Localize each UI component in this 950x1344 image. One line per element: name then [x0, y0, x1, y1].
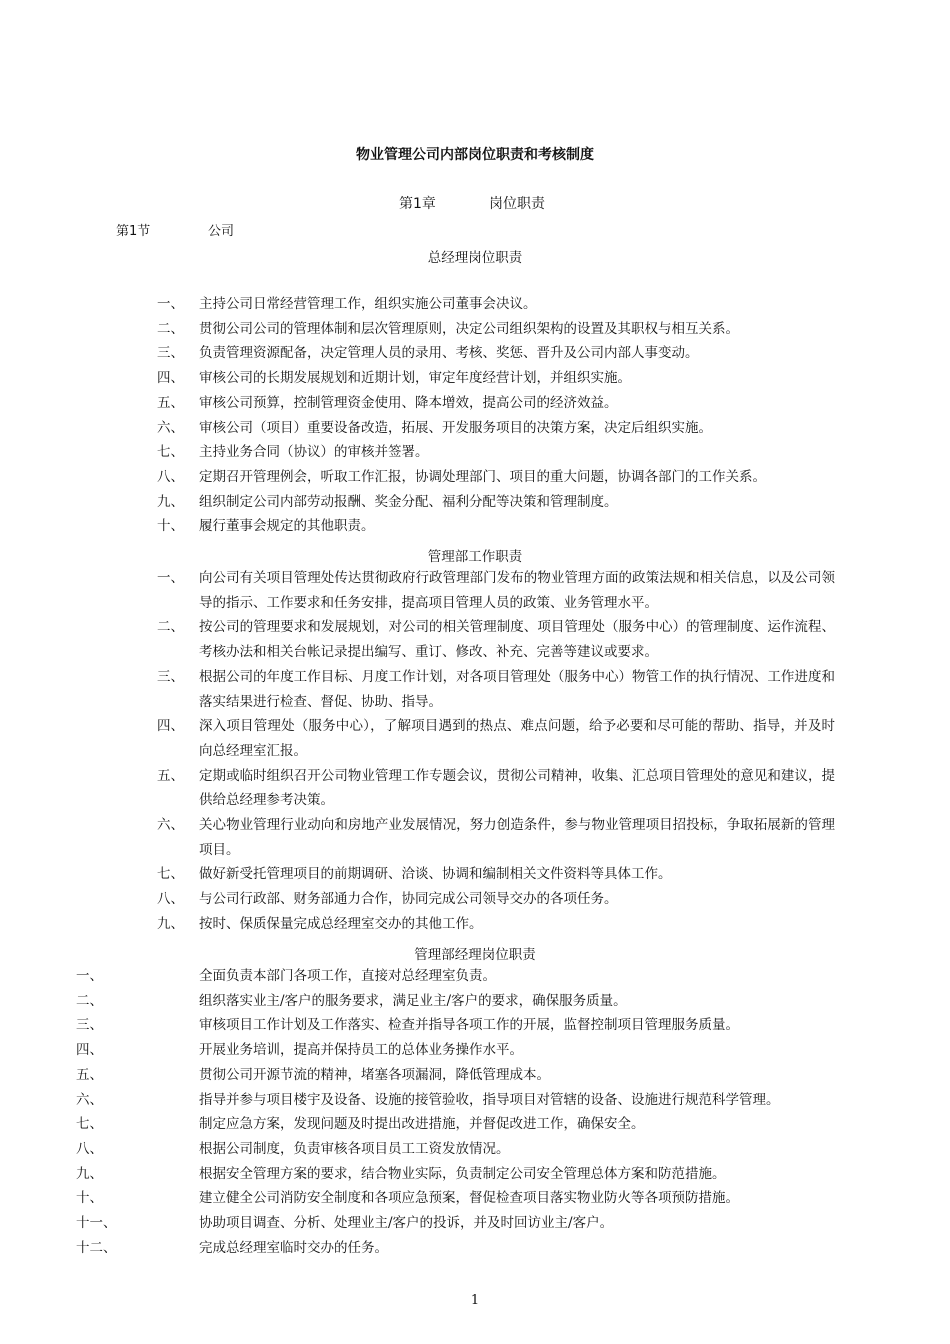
item-index: 四、	[157, 370, 184, 387]
item-text: 定期或临时组织召开公司物业管理工作专题会议，贯彻公司精神，收集、汇总项目管理处的意见和建议，提供给总经理参考决策。	[199, 767, 835, 809]
item-text: 按公司的管理要求和发展规划，对公司的相关管理制度、项目管理处（服务中心）的管理制度、运作流程、考核办法和相关台帐记录提出编写、重订、修改、补充、完善等建议或要求。	[199, 619, 835, 661]
section-name: 公司	[208, 224, 235, 239]
list-item	[0, 813, 950, 862]
item-index: 五、	[157, 767, 184, 784]
item-text: 做好新受托管理项目的前期调研、洽谈、协调和编制相关文件资料等具体工作。	[199, 866, 672, 883]
list-item	[0, 1236, 950, 1261]
list-item	[0, 465, 950, 490]
list-item	[0, 366, 950, 391]
section-number: 第1节	[116, 224, 151, 239]
item-text: 履行董事会规定的其他职责。	[199, 518, 375, 535]
item-text: 审核公司预算，控制管理资金使用、降本增效，提高公司的经济效益。	[199, 394, 618, 411]
list-item	[0, 887, 950, 912]
item-index: 八、	[76, 1140, 103, 1157]
list-mgmt-dept-duties	[0, 566, 950, 937]
item-text: 制定应急方案，发现问题及时提出改进措施，并督促改进工作，确保安全。	[199, 1116, 645, 1133]
item-index: 九、	[76, 1165, 103, 1182]
item-index: 一、	[157, 296, 184, 312]
item-text: 组织制定公司内部劳动报酬、奖金分配、福利分配等决策和管理制度。	[199, 493, 618, 510]
list-item	[0, 1013, 950, 1038]
item-text: 主持公司日常经营管理工作，组织实施公司董事会决议。	[199, 296, 537, 312]
item-text: 全面负责本部门各项工作，直接对总经理室负责。	[199, 968, 496, 984]
item-index: 十、	[157, 518, 184, 535]
list-item	[0, 1063, 950, 1088]
chapter-heading	[399, 193, 545, 213]
chapter-name: 岗位职责	[489, 196, 545, 212]
list-item	[0, 964, 950, 989]
page-number: 1	[470, 1293, 480, 1308]
item-index: 五、	[157, 394, 184, 411]
item-text: 向公司有关项目管理处传达贯彻政府行政管理部门发布的物业管理方面的政策法规和相关信息，以及公司领导的指示、工作要求和任务安排，提高项目管理人员的政策、业务管理水平。	[199, 570, 835, 611]
list-gm-duties	[0, 292, 950, 539]
item-index: 七、	[157, 444, 184, 461]
list-item	[0, 490, 950, 515]
item-index: 九、	[157, 493, 184, 510]
list-item	[0, 714, 950, 763]
item-index: 二、	[157, 619, 184, 636]
item-index: 一、	[157, 570, 184, 586]
item-index: 一、	[76, 968, 103, 984]
chapter-number: 第1章	[399, 196, 436, 212]
list-item	[0, 862, 950, 887]
item-text: 协助项目调查、分析、处理业主/客户的投诉，并及时回访业主/客户。	[199, 1215, 614, 1232]
item-index: 七、	[76, 1116, 103, 1133]
item-text: 根据安全管理方案的要求，结合物业实际，负责制定公司安全管理总体方案和防范措施。	[199, 1165, 726, 1182]
item-index: 三、	[157, 345, 184, 362]
list-item	[0, 615, 950, 664]
list-item	[0, 1038, 950, 1063]
item-index: 七、	[157, 866, 184, 883]
list-item	[0, 292, 950, 317]
item-text: 开展业务培训，提高并保持员工的总体业务操作水平。	[199, 1042, 523, 1059]
item-text: 完成总经理室临时交办的任务。	[199, 1239, 388, 1256]
list-item	[0, 391, 950, 416]
item-text: 指导并参与项目楼宇及设备、设施的接管验收，指导项目对管辖的设备、设施进行规范科学管理。	[199, 1091, 780, 1108]
item-index: 九、	[157, 915, 184, 932]
list-item	[0, 912, 950, 937]
document-title: 物业管理公司内部岗位职责和考核制度	[356, 147, 594, 163]
list-item	[0, 440, 950, 465]
item-text: 建立健全公司消防安全制度和各项应急预案，督促检查项目落实物业防火等各项预防措施。	[199, 1190, 739, 1207]
block-heading-mgmt-manager: 管理部经理岗位职责	[414, 947, 536, 963]
list-mgmt-manager-duties	[0, 964, 950, 1260]
item-text: 根据公司制度，负责审核各项目员工工资发放情况。	[199, 1140, 510, 1157]
list-item	[0, 566, 950, 615]
item-index: 二、	[157, 320, 184, 337]
section-heading	[116, 220, 234, 239]
block-heading-mgmt-dept: 管理部工作职责	[427, 549, 523, 565]
item-text: 深入项目管理处（服务中心），了解项目遇到的热点、难点问题，给予必要和尽可能的帮助、指导，并及时向总经理室汇报。	[199, 718, 835, 759]
list-item	[0, 317, 950, 342]
item-text: 贯彻公司公司的管理体制和层次管理原则，决定公司组织架构的设置及其职权与相互关系。	[199, 320, 739, 337]
item-text: 主持业务合同（协议）的审核并签署。	[199, 444, 429, 461]
item-index: 四、	[76, 1042, 103, 1059]
item-index: 三、	[76, 1017, 103, 1034]
item-text: 组织落实业主/客户的服务要求，满足业主/客户的要求，确保服务质量。	[199, 992, 627, 1009]
item-text: 审核项目工作计划及工作落实、检查并指导各项工作的开展，监督控制项目管理服务质量。	[199, 1017, 739, 1034]
list-item	[0, 1088, 950, 1113]
list-item	[0, 1186, 950, 1211]
item-text: 审核公司的长期发展规划和近期计划，审定年度经营计划，并组织实施。	[199, 370, 631, 387]
item-text: 关心物业管理行业动向和房地产业发展情况，努力创造条件，参与物业管理项目招投标，争取拓展新的管理项目。	[199, 817, 835, 858]
list-item	[0, 514, 950, 539]
item-index: 二、	[76, 992, 103, 1009]
item-text: 与公司行政部、财务部通力合作，协同完成公司领导交办的各项任务。	[199, 891, 618, 908]
item-index: 十二、	[76, 1239, 117, 1256]
item-index: 四、	[157, 718, 184, 735]
list-item	[0, 341, 950, 366]
list-item	[0, 1162, 950, 1187]
item-text: 审核公司（项目）重要设备改造，拓展、开发服务项目的决策方案，决定后组织实施。	[199, 419, 712, 436]
item-index: 六、	[76, 1091, 103, 1108]
item-index: 六、	[157, 419, 184, 436]
item-index: 八、	[157, 468, 184, 485]
block-heading-gm: 总经理岗位职责	[427, 250, 523, 266]
item-index: 三、	[157, 668, 184, 685]
list-item	[0, 1211, 950, 1236]
item-index: 十、	[76, 1190, 103, 1207]
list-item	[0, 416, 950, 441]
item-text: 根据公司的年度工作目标、月度工作计划，对各项目管理处（服务中心）物管工作的执行情况、工作进度和落实结果进行检查、督促、协助、指导。	[199, 668, 835, 710]
list-item	[0, 764, 950, 813]
item-text: 按时、保质保量完成总经理室交办的其他工作。	[199, 915, 483, 932]
list-item	[0, 989, 950, 1014]
item-text: 贯彻公司开源节流的精神，堵塞各项漏洞，降低管理成本。	[199, 1066, 550, 1083]
item-index: 八、	[157, 891, 184, 908]
item-text: 定期召开管理例会，听取工作汇报，协调处理部门、项目的重大问题，协调各部门的工作关系。	[199, 468, 766, 485]
item-text: 负责管理资源配备，决定管理人员的录用、考核、奖惩、晋升及公司内部人事变动。	[199, 345, 699, 362]
item-index: 五、	[76, 1066, 103, 1083]
item-index: 六、	[157, 817, 184, 834]
list-item	[0, 1137, 950, 1162]
item-index: 十一、	[76, 1215, 117, 1232]
list-item	[0, 665, 950, 714]
list-item	[0, 1112, 950, 1137]
